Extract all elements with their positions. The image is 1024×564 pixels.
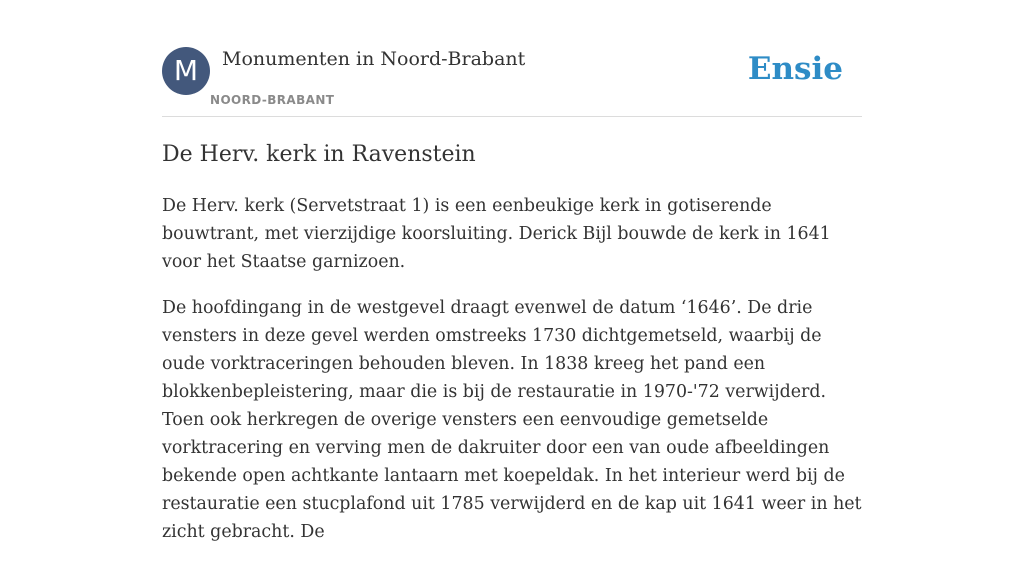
article-paragraph: De Herv. kerk (Servetstraat 1) is een eenbeukige kerk in gotiserende bouwtrant, met vierzijdige koorsluiting. Derick Bijl bouwde de kerk in 1641 voor het Staatse garnizoen.	[162, 196, 831, 272]
source-avatar[interactable]: M	[162, 47, 210, 95]
article-paragraph: De hoofdingang in de westgevel draagt evenwel de datum ‘1646’. De drie vensters in deze gevel werden omstreeks 1730 dichtgemetseld, waarbij de oude vorktraceringen behouden bleven. In 1838 kreeg het pand een blokkenbepleistering, maar die is bij de restauratie in 1970-'72 verwijderd. Toen ook herkregen de overige vensters een eenvoudige gemetselde vorktracering en verving men de dakruiter door een van oude afbeeldingen bekende open achtkante lantaarn met koepeldak. In het interieur werd bij de restauratie een stucplafond uit 1785 verwijderd en de kap uit 1641 weer in het zicht gebracht. De	[162, 298, 862, 542]
source-title[interactable]: Monumenten in Noord-Brabant	[222, 48, 526, 70]
article-content	[162, 139, 862, 564]
article-title: De Herv. kerk in Ravenstein	[162, 142, 476, 167]
source-header	[162, 46, 862, 117]
source-subtitle: NOORD-BRABANT	[210, 93, 335, 107]
ensie-logo[interactable]: Ensie	[747, 51, 843, 87]
